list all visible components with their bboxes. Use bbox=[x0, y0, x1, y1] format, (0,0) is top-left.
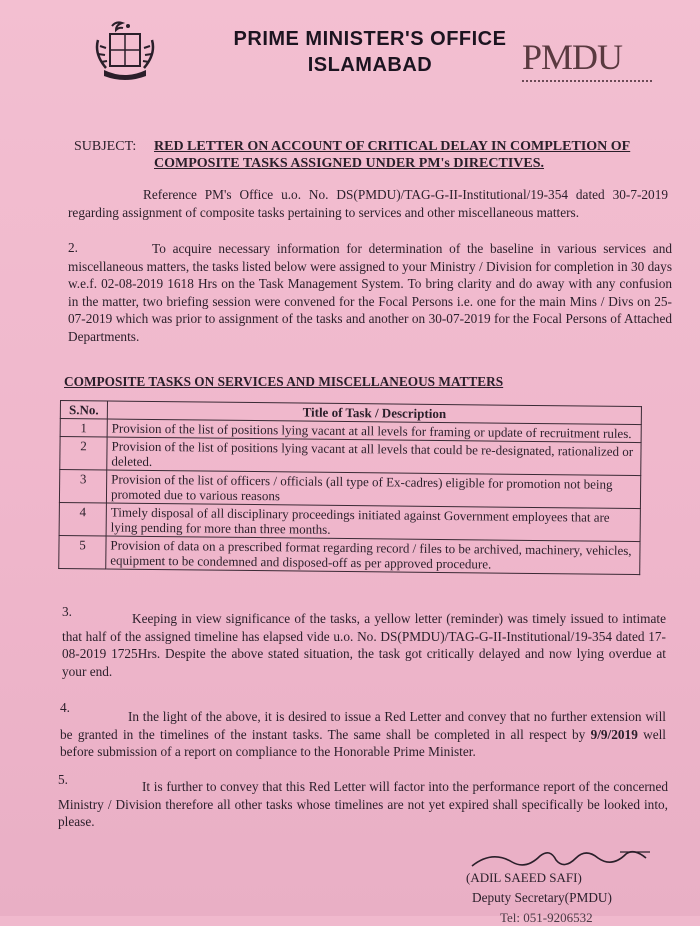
row-description: Timely disposal of all disciplinary proceedings initiated against Government employees that are lying pending for more than three months. bbox=[106, 503, 640, 542]
header-sno: S.No. bbox=[60, 401, 107, 419]
deadline-date: 9/9/2019 bbox=[590, 726, 638, 742]
table-row bbox=[59, 535, 640, 574]
para-number: 5. bbox=[58, 772, 68, 787]
handwritten-signature bbox=[470, 848, 660, 872]
row-description: Provision of the list of officers / officials (all type of Ex-cadres) eligible for promotion not being promoted due to various reasons bbox=[106, 470, 640, 509]
tasks-table bbox=[58, 400, 642, 575]
row-number: 2 bbox=[60, 437, 107, 470]
para-number: 4. bbox=[60, 700, 70, 715]
paragraph-5: It is further to convey that this Red Letter will factor into the performance report of the concerned Ministry / Division therefore all other tasks whose timelines are not yet expired shall specifically be looked into, please. bbox=[58, 779, 668, 829]
para-number: 3. bbox=[62, 604, 72, 619]
row-description: Provision of data on a prescribed format regarding record / files to be archived, machinery, vehicles, equipment to be condemned and disposed-off as per approved procedure. bbox=[106, 536, 640, 575]
row-description: Provision of the list of positions lying vacant at all levels for framing or update of recruitment rules. bbox=[107, 419, 641, 443]
row-number: 3 bbox=[59, 470, 106, 503]
row-number: 5 bbox=[59, 535, 106, 568]
office-city: ISLAMABAD bbox=[307, 54, 433, 76]
subject-text: RED LETTER ON ACCOUNT OF CRITICAL DELAY IN COMPLETION OF COMPOSITE TASKS ASSIGNED UNDER PM's DIRECTIVES. bbox=[154, 139, 631, 171]
paragraph-4 bbox=[60, 708, 666, 761]
pmdu-logo bbox=[522, 38, 662, 88]
row-description: Provision of the list of positions lying vacant at all levels that could be re-designated, rationalized or deleted. bbox=[107, 437, 641, 476]
reference-paragraph: Reference PM's Office u.o. No. DS(PMDU)/TAG-G-II-Institutional/19-354 dated 30-7-2019 regarding assignment of composite tasks pertaining to services and other miscellaneous matters. bbox=[68, 187, 668, 220]
row-number: 4 bbox=[59, 502, 106, 535]
pmdu-logo-tagline bbox=[522, 80, 652, 88]
paragraph-2: To acquire necessary information for determination of the baseline in various services and miscellaneous matters, the tasks listed below were assigned to your Ministry / Division for completion in 30 days w.e.f. 02-08-2019 1618 Hrs on the Task Management System. To bring clarity and do away with any confusion in the matter, two briefing session were convened for the Focal Persons i.e. one for the main Mins / Divs on 25-07-2019 which was prior to assignment of the tasks and another on 30-07-2019 for the Focal Persons of Attached Departments. bbox=[68, 241, 672, 344]
office-name: PRIME MINISTER'S OFFICE bbox=[233, 28, 507, 50]
header-title: Title of Task / Description bbox=[107, 401, 641, 425]
signatory-designation: Deputy Secretary(PMDU) bbox=[472, 890, 612, 905]
office-title bbox=[200, 26, 540, 78]
paragraph-4-text-start: In the light of the above, it is desired to issue a Red Letter and convey that no further extension will be granted in the timelines of the instant tasks. The same shall be completed in all respect by bbox=[60, 709, 666, 742]
para-number: 2. bbox=[68, 240, 78, 255]
subject-label: SUBJECT: bbox=[74, 139, 137, 154]
signatory-name: (ADIL SAEED SAFI) bbox=[466, 870, 582, 885]
pmdu-logo-text: PMDU bbox=[522, 37, 623, 77]
section-heading: COMPOSITE TASKS ON SERVICES AND MISCELLANEOUS MATTERS bbox=[64, 374, 504, 389]
paragraph-3: Keeping in view significance of the tasks, a yellow letter (reminder) was timely issued to intimate that half of the assigned timeline has elapsed vide u.o. No. DS(PMDU)/TAG-G-II-Institutional/19-354 dated 17-08-2019 1725Hrs. Despite the above stated situation, the task got critically delayed and now lying overdue at your end. bbox=[62, 611, 666, 679]
row-number: 1 bbox=[60, 419, 107, 437]
signatory-telephone: Tel: 051-9206532 bbox=[500, 910, 593, 925]
paragraph-4-text-end: well before submission of a report on compliance to the Honorable Prime Minister. bbox=[60, 726, 666, 759]
government-emblem-icon bbox=[92, 20, 158, 82]
